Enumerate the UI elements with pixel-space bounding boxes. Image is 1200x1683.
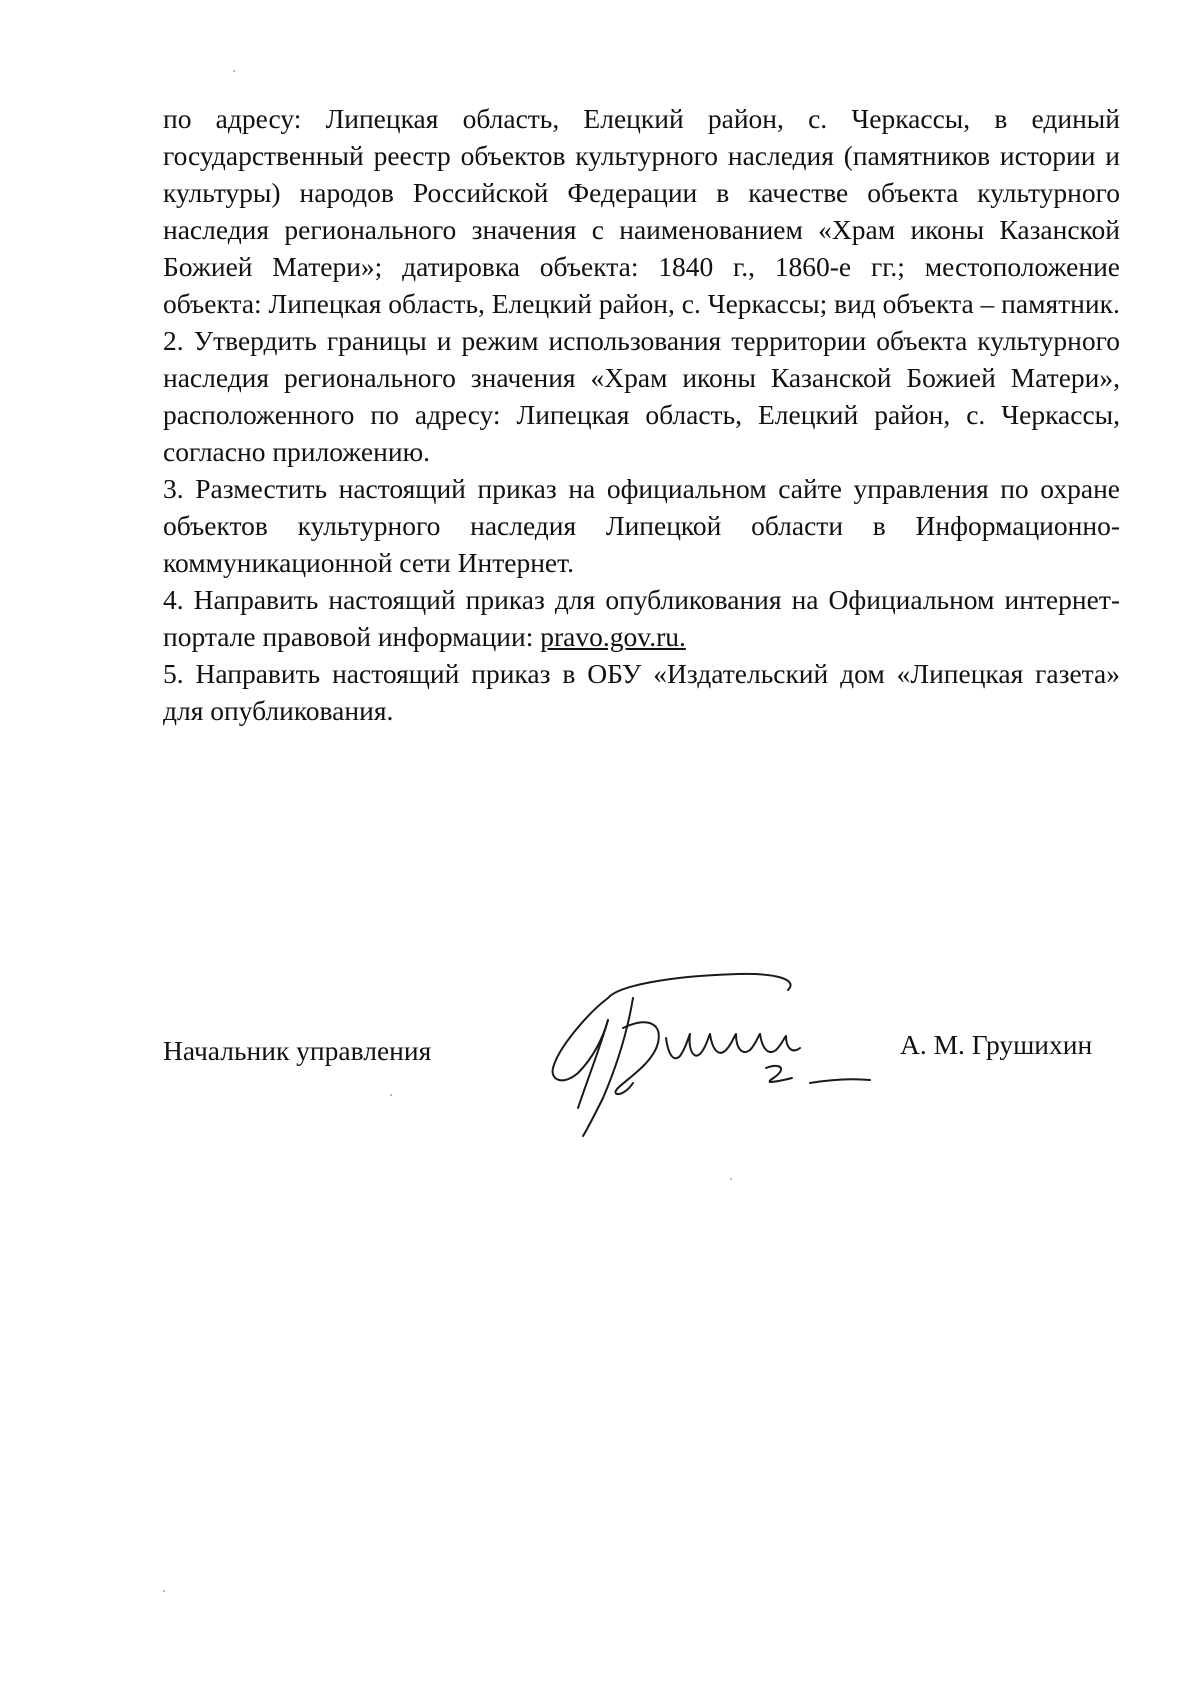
paragraph-item-2: 2. Утвердить границы и режим использования территории объекта культурного наследия регионального значения «Храм иконы Казанской Божией Матери», расположенного по адресу: Липецкая область, Елецкий район, с. Черкассы, согласно приложению. xyxy=(163,325,1120,467)
paragraph-item-5: 5. Направить настоящий приказ в ОБУ «Издательский дом «Липецкая газета» для опубликования. xyxy=(163,658,1120,726)
scan-speck xyxy=(730,1178,732,1180)
paragraph-continuation: по адресу: Липецкая область, Елецкий район, с. Черкассы, в единый государственный реестр объектов культурного наследия (памятников истории и культуры) народов Российской Федерации в качестве объекта культурного наследия регионального значения с наименованием «Храм иконы Казанской Божией Матери»; датировка объекта: 1840 г., 1860-е гг.; местоположение объекта: Липецкая область, Елецкий район, с. Черкассы; вид объекта – памятник. xyxy=(163,103,1120,319)
scan-speck xyxy=(390,1094,392,1096)
paragraph-item-4 xyxy=(163,581,1120,655)
handwritten-signature xyxy=(548,968,878,1140)
paragraph-item-4-text: 4. Направить настоящий приказ для опубликования на Официальном интернет-портале правовой информации: xyxy=(163,584,1120,652)
signatory-position: Начальник управления xyxy=(163,1035,432,1066)
document-body xyxy=(163,100,1120,729)
signatory-name: А. М. Грушихин xyxy=(900,1029,1093,1060)
scan-speck xyxy=(233,70,235,72)
scan-speck xyxy=(163,1590,165,1592)
pravo-link[interactable]: pravo.gov.ru. xyxy=(540,621,686,652)
paragraph-item-3: 3. Разместить настоящий приказ на официальном сайте управления по охране объектов культурного наследия Липецкой области в Информационно-коммуникационной сети Интернет. xyxy=(163,473,1120,578)
